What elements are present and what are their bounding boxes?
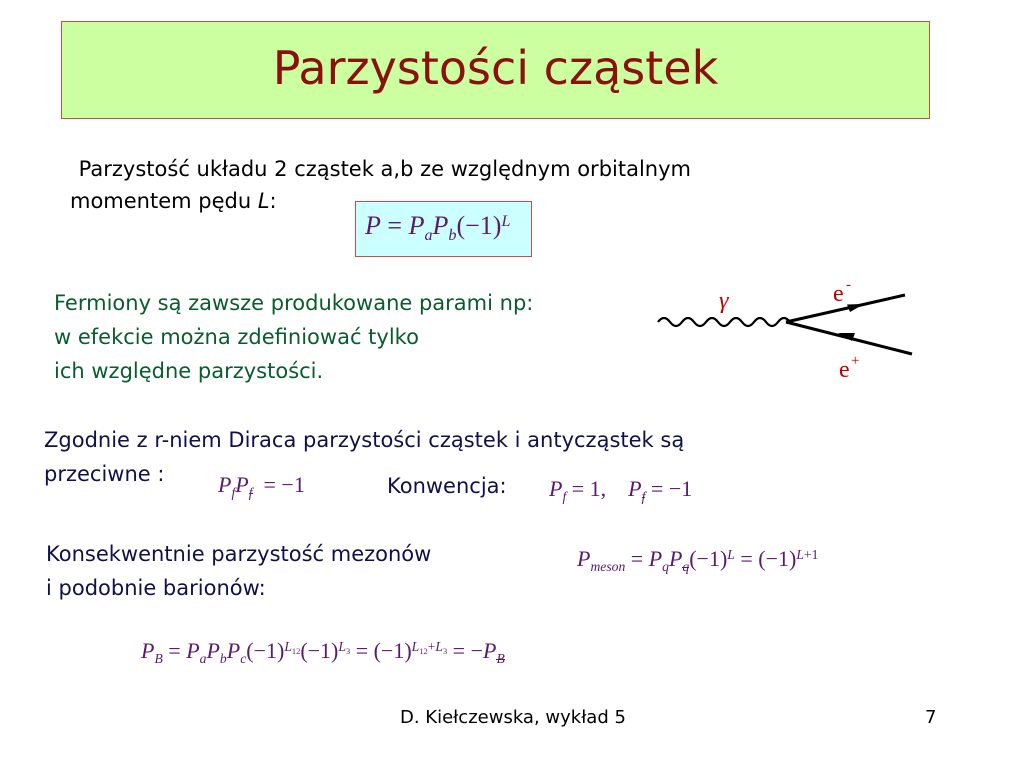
baryon-formula: $P_B = P_aP_bP_c(-1)^{L_{12}}(-1)^{L_3} = (-1)^{L_{12}+L_3} = -P_B$ xyxy=(141,638,505,666)
paragraph-fermions-line1: Fermiony są zawsze produkowane parami np: xyxy=(54,291,534,315)
paragraph-fermions-line3: ich względne parzystości. xyxy=(54,359,324,383)
parity-formula-box xyxy=(355,201,532,257)
parity-formula: $P = P_aP_b(-1)^L$ xyxy=(365,211,511,244)
e-minus-label: e xyxy=(833,281,844,307)
paragraph-mesons-line2: i podobnie barionów: xyxy=(46,576,266,600)
e-plus-sign: + xyxy=(851,353,860,369)
paragraph-dirac-line2: przeciwne : xyxy=(44,462,165,486)
konwencja-formula: $P_f = 1$, $P_f = -1$ xyxy=(549,476,693,504)
gamma-label: γ xyxy=(719,288,729,314)
footer-author: D. Kiełczewska, wykład 5 xyxy=(400,707,626,728)
page-number: 7 xyxy=(925,707,937,728)
title-banner xyxy=(61,21,930,119)
meson-formula: $P_{meson} = P_qP_q(-1)^L = (-1)^{L+1}$ xyxy=(577,546,819,574)
slide-title: Parzystości cząstek xyxy=(272,41,719,95)
paragraph-mesons-line1: Konsekwentnie parzystość mezonów xyxy=(46,542,432,566)
e-minus-sign: - xyxy=(846,277,851,293)
orbital-L: L xyxy=(257,189,270,213)
konwencja-label: Konwencja: xyxy=(387,474,507,498)
paragraph-dirac-line1: Zgodnie z r-niem Diraca parzystości cząstek i antycząstek są xyxy=(44,428,685,452)
electron-line xyxy=(786,295,905,322)
orbital-colon: : xyxy=(269,189,277,213)
electron-arrow-icon xyxy=(847,304,864,312)
e-plus-label: e xyxy=(839,357,850,383)
paragraph-fermions-line2: w efekcie można zdefiniować tylko xyxy=(54,325,419,349)
pair-production-diagram xyxy=(650,270,920,390)
paragraph-orbital-line2 xyxy=(70,185,277,217)
dirac-formula: $P_fP_f = -1$ xyxy=(218,472,305,500)
paragraph-orbital-line1: Parzystość układu 2 cząstek a,b ze względnym orbitalnym xyxy=(72,157,691,181)
orbital-text: momentem pędu xyxy=(70,189,258,213)
photon-line xyxy=(658,318,790,326)
